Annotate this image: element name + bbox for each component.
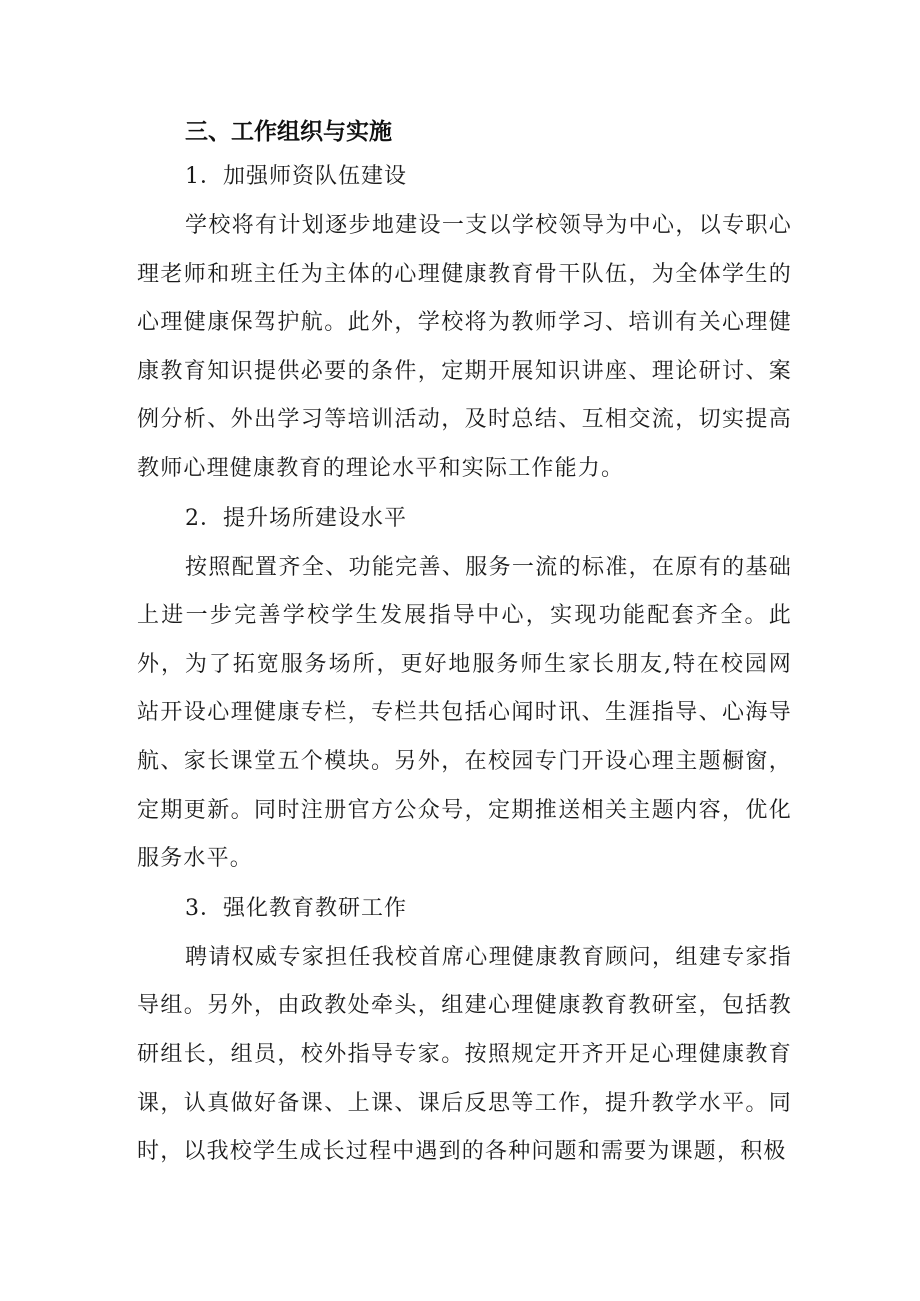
subsection-heading: 2．提升场所建设水平 bbox=[185, 505, 407, 531]
subsection-heading: 3．强化教育教研工作 bbox=[185, 895, 407, 921]
subsection-paragraph: 聘请权威专家担任我校首席心理健康教育顾问，组建专家指导组。另外，由政教处牵头，组建心理健康教育教研室，包括教研组长，组员，校外指导专家。按照规定开齐开足心理健康教育课，认真做好备课、上课、课后反思等工作，提升教学水平。同时，以我校学生成长过程中遇到的各种问题和需要为课题，积极 bbox=[137, 944, 792, 1165]
section-title: 三、工作组织与实施 bbox=[185, 119, 392, 145]
subsection-2 bbox=[137, 496, 792, 884]
document-body bbox=[137, 110, 792, 1177]
subsection-heading: 1．加强师资队伍建设 bbox=[185, 164, 407, 189]
subsection-3 bbox=[137, 886, 792, 1177]
subsection-1 bbox=[137, 154, 792, 494]
subsection-paragraph: 按照配置齐全、功能完善、服务一流的标准，在原有的基础上进一步完善学校学生发展指导中心，实现功能配套齐全。此外，为了拓宽服务场所，更好地服务师生家长朋友,特在校园网站开设心理健康专栏，专栏共包括心闻时讯、生涯指导、心海导航、家长课堂五个模块。另外，在校园专门开设心理主题橱窗，定期更新。同时注册官方公众号，定期推送相关主题内容，优化服务水平。 bbox=[137, 554, 792, 872]
subsection-paragraph: 学校将有计划逐步地建设一支以学校领导为中心，以专职心理老师和班主任为主体的心理健康教育骨干队伍，为全体学生的心理健康保驾护航。此外，学校将为教师学习、培训有关心理健康教育知识提供必要的条件，定期开展知识讲座、理论研讨、案例分析、外出学习等培训活动，及时总结、互相交流，切实提高教师心理健康教育的理论水平和实际工作能力。 bbox=[137, 213, 792, 481]
